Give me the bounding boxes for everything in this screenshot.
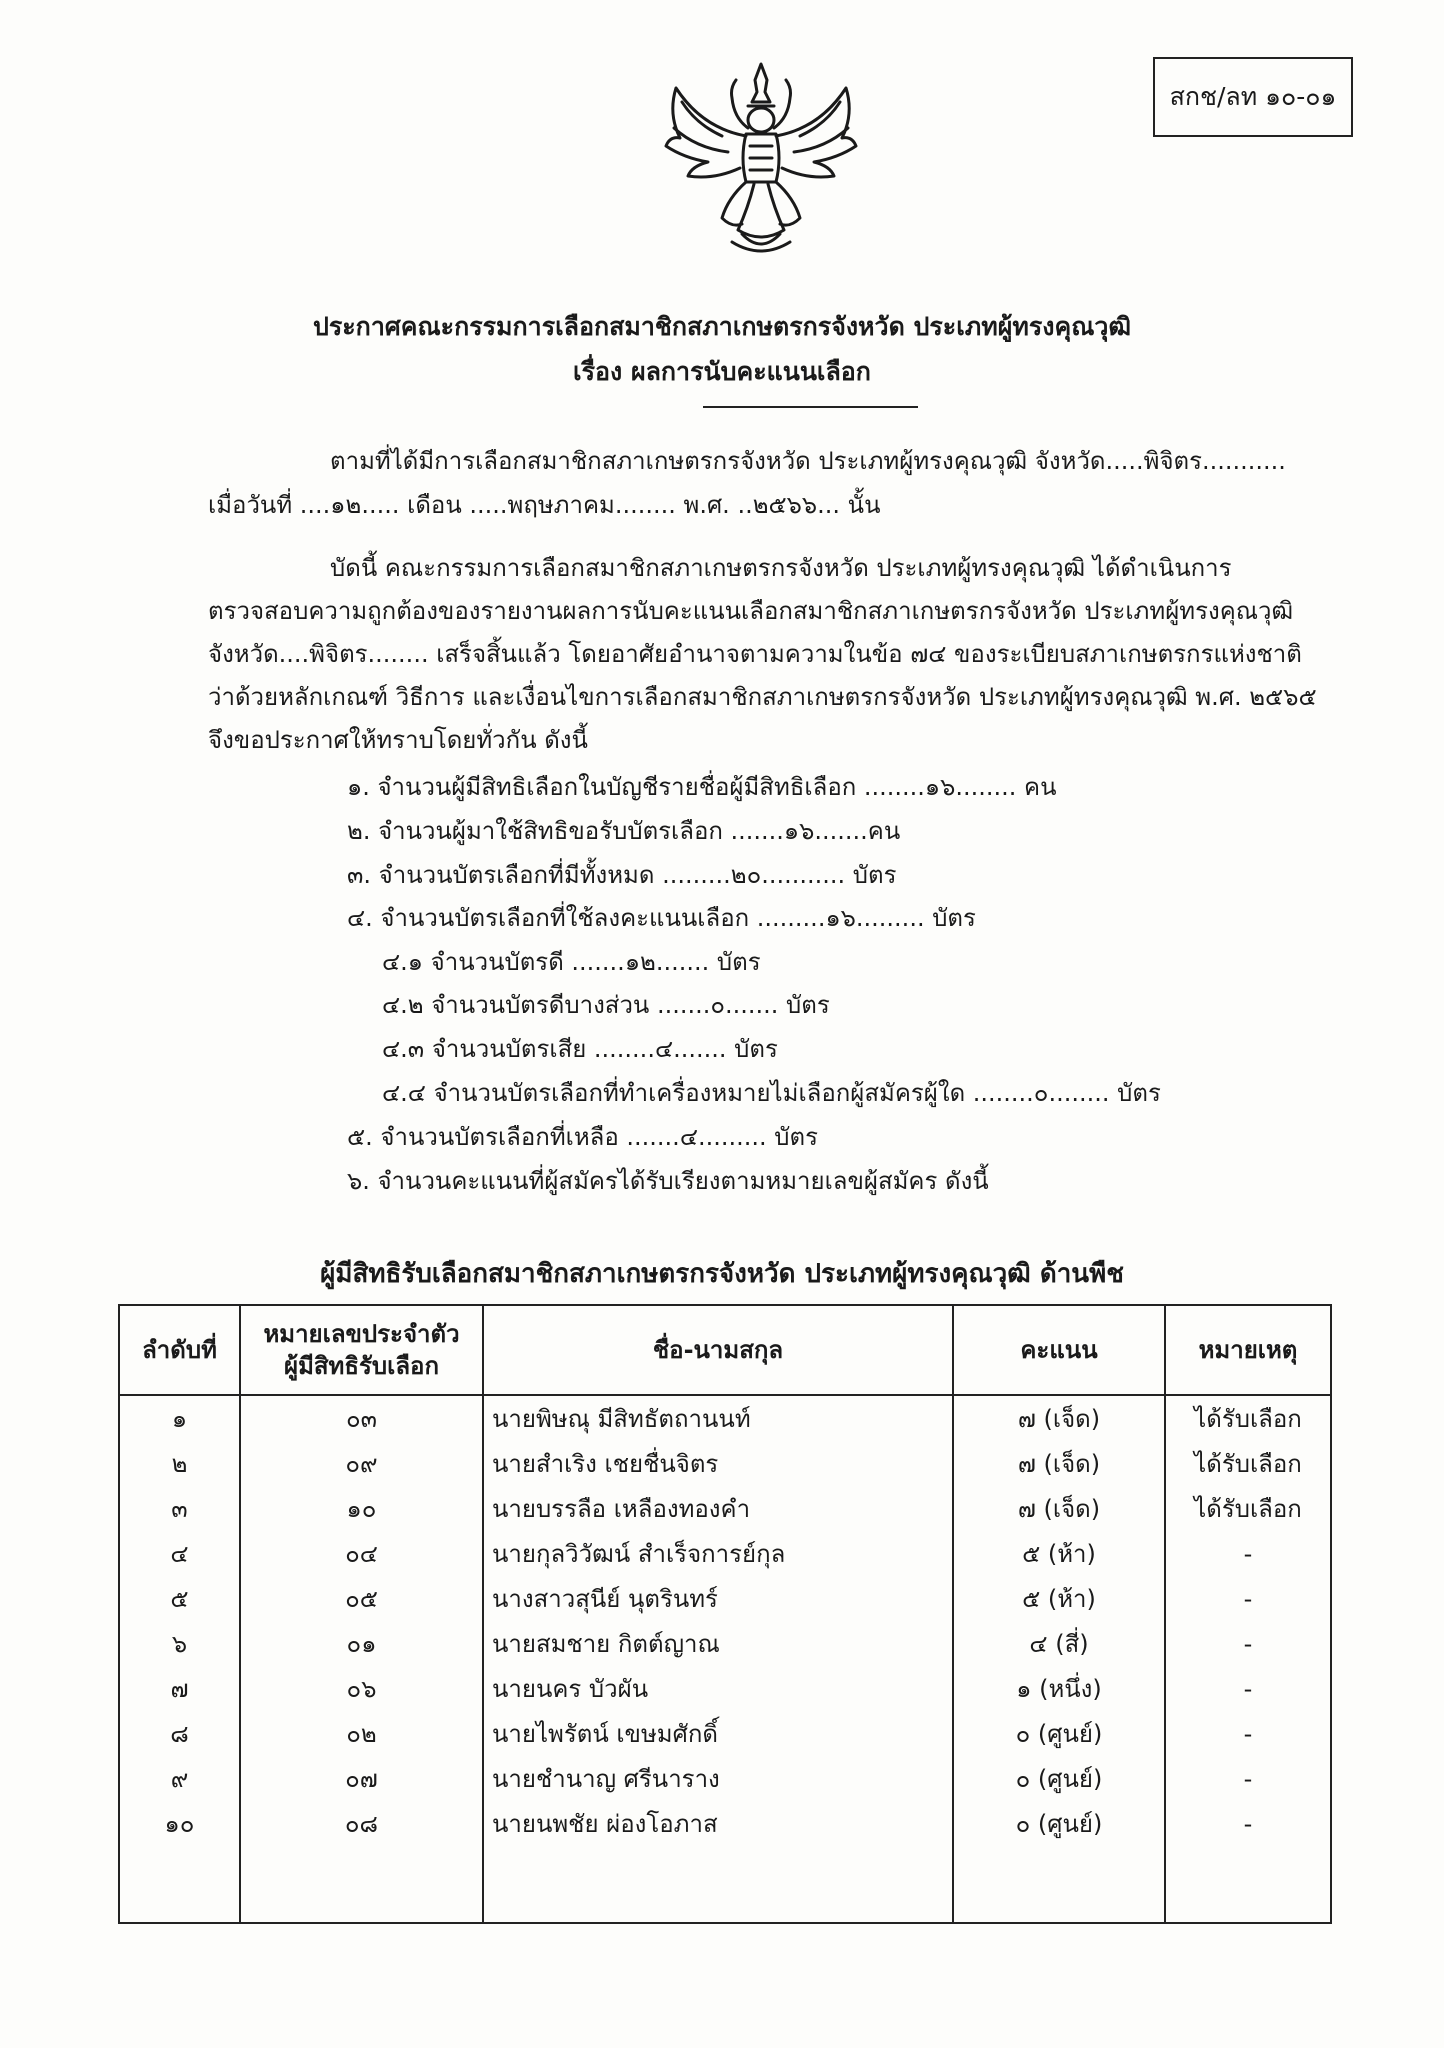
header-name: ชื่อ-นามสกุล xyxy=(483,1305,953,1395)
cell-name: นางสาวสุนีย์ นุตรินทร์ xyxy=(483,1576,953,1621)
cell-number: ๐๕ xyxy=(240,1576,483,1621)
table-row xyxy=(119,1801,1331,1846)
cell-name: นายกุลวิวัฒน์ สำเร็จการย์กุล xyxy=(483,1531,953,1576)
cell-name: นายสมชาย กิตต์ญาณ xyxy=(483,1621,953,1666)
table-row xyxy=(119,1395,1331,1441)
cell-name: นายบรรลือ เหลืองทองคำ xyxy=(483,1486,953,1531)
paragraph-2-line-1: บัดนี้ คณะกรรมการเลือกสมาชิกสภาเกษตรกรจังหวัด ประเภทผู้ทรงคุณวุฒิ ได้ดำเนินการ xyxy=(330,554,1232,582)
cell-remark: - xyxy=(1165,1801,1331,1846)
cell-remark: - xyxy=(1165,1711,1331,1756)
list-subitem: ๔.๔ จำนวนบัตรเลือกที่ทำเครื่องหมายไม่เลือกผู้สมัครผู้ใด ........๐........ บัตร xyxy=(382,1079,1161,1107)
table-row xyxy=(119,1576,1331,1621)
cell-order: ๓ xyxy=(119,1486,240,1531)
cell-order: ๒ xyxy=(119,1441,240,1486)
results-table-wrapper xyxy=(118,1304,1332,1924)
header-candidate-number xyxy=(240,1305,483,1395)
cell-number: ๐๔ xyxy=(240,1531,483,1576)
cell-order: ๔ xyxy=(119,1531,240,1576)
cell-remark: ได้รับเลือก xyxy=(1165,1441,1331,1486)
garuda-emblem-icon xyxy=(662,58,860,260)
cell-number: ๐๓ xyxy=(240,1395,483,1441)
header-order: ลำดับที่ xyxy=(119,1305,240,1395)
cell-score: ๕ (ห้า) xyxy=(953,1576,1165,1621)
paragraph-1-line-2: เมื่อวันที่ ....๑๒..... เดือน .....พฤษภาคม........ พ.ศ. ..๒๕๖๖... นั้น xyxy=(208,491,881,519)
cell-remark: - xyxy=(1165,1756,1331,1801)
list-item: ๒. จำนวนผู้มาใช้สิทธิขอรับบัตรเลือก .......๑๖.......คน xyxy=(347,817,901,845)
cell-name: นายนพชัย ผ่องโอภาส xyxy=(483,1801,953,1846)
list-item: ๑. จำนวนผู้มีสิทธิเลือกในบัญชีรายชื่อผู้มีสิทธิเลือก ........๑๖........ คน xyxy=(347,773,1057,801)
document-code: สกช/ลท ๑๐-๐๑ xyxy=(1169,82,1337,111)
cell-name: นายชำนาญ ศรีนาราง xyxy=(483,1756,953,1801)
list-subitem: ๔.๓ จำนวนบัตรเสีย ........๔....... บัตร xyxy=(382,1035,778,1063)
cell-remark: - xyxy=(1165,1531,1331,1576)
cell-remark: ได้รับเลือก xyxy=(1165,1486,1331,1531)
header-score: คะแนน xyxy=(953,1305,1165,1395)
table-row xyxy=(119,1531,1331,1576)
cell-order: ๕ xyxy=(119,1576,240,1621)
header-number-line-2: ผู้มีสิทธิรับเลือก xyxy=(284,1352,439,1380)
cell-name: นายนคร บัวผัน xyxy=(483,1666,953,1711)
cell-name: นายไพรัตน์ เขษมศักดิ์ xyxy=(483,1711,953,1756)
cell-score: ๗ (เจ็ด) xyxy=(953,1441,1165,1486)
header-remark: หมายเหตุ xyxy=(1165,1305,1331,1395)
paragraph-2-line-4: ว่าด้วยหลักเกณฑ์ วิธีการ และเงื่อนไขการเลือกสมาชิกสภาเกษตรกรจังหวัด ประเภทผู้ทรงคุณวุฒิ พ.ศ. ๒๕๖๕ xyxy=(208,683,1317,711)
cell-remark: - xyxy=(1165,1621,1331,1666)
table-row xyxy=(119,1756,1331,1801)
cell-order: ๑ xyxy=(119,1395,240,1441)
cell-number: ๐๗ xyxy=(240,1756,483,1801)
list-item: ๔. จำนวนบัตรเลือกที่ใช้ลงคะแนนเลือก .........๑๖......... บัตร xyxy=(347,904,976,932)
cell-remark: ได้รับเลือก xyxy=(1165,1395,1331,1441)
cell-remark: - xyxy=(1165,1666,1331,1711)
announcement-subject: เรื่อง ผลการนับคะแนนเลือก xyxy=(573,357,871,386)
cell-order: ๙ xyxy=(119,1756,240,1801)
cell-score: ๐ (ศูนย์) xyxy=(953,1711,1165,1756)
cell-score: ๗ (เจ็ด) xyxy=(953,1486,1165,1531)
document-code-box xyxy=(1153,57,1353,137)
heading-divider xyxy=(703,406,918,408)
empty-cell xyxy=(483,1846,953,1923)
table-row xyxy=(119,1621,1331,1666)
cell-order: ๖ xyxy=(119,1621,240,1666)
empty-cell xyxy=(1165,1846,1331,1923)
list-item: ๓. จำนวนบัตรเลือกที่มีทั้งหมด .........๒๐........... บัตร xyxy=(347,861,897,889)
paragraph-2-line-2: ตรวจสอบความถูกต้องของรายงานผลการนับคะแนนเลือกสมาชิกสภาเกษตรกรจังหวัด ประเภทผู้ทรงคุณวุฒิ xyxy=(208,597,1294,625)
announcement-title: ประกาศคณะกรรมการเลือกสมาชิกสภาเกษตรกรจังหวัด ประเภทผู้ทรงคุณวุฒิ xyxy=(312,312,1132,341)
cell-score: ๕ (ห้า) xyxy=(953,1531,1165,1576)
table-caption: ผู้มีสิทธิรับเลือกสมาชิกสภาเกษตรกรจังหวัด ประเภทผู้ทรงคุณวุฒิ ด้านพืช xyxy=(320,1259,1124,1289)
empty-cell xyxy=(240,1846,483,1923)
paragraph-2-line-5: จึงขอประกาศให้ทราบโดยทั่วกัน ดังนี้ xyxy=(208,726,588,754)
cell-name: นายพิษณุ มีสิทธัตถานนท์ xyxy=(483,1395,953,1441)
empty-cell xyxy=(953,1846,1165,1923)
table-row xyxy=(119,1711,1331,1756)
list-item: ๕. จำนวนบัตรเลือกที่เหลือ .......๔......... บัตร xyxy=(347,1123,818,1151)
cell-number: ๐๘ xyxy=(240,1801,483,1846)
empty-cell xyxy=(119,1846,240,1923)
paragraph-2-line-3: จังหวัด....พิจิตร........ เสร็จสิ้นแล้ว โดยอาศัยอำนาจตามความในข้อ ๗๔ ของระเบียบสภาเกษตรกรแห่งชาติ xyxy=(208,640,1302,668)
header-number-line-1: หมายเลขประจำตัว xyxy=(263,1320,460,1348)
cell-order: ๑๐ xyxy=(119,1801,240,1846)
paragraph-1-line-1: ตามที่ได้มีการเลือกสมาชิกสภาเกษตรกรจังหวัด ประเภทผู้ทรงคุณวุฒิ จังหวัด.....พิจิตร........... xyxy=(330,447,1286,475)
table-empty-row xyxy=(119,1846,1331,1923)
cell-remark: - xyxy=(1165,1576,1331,1621)
table-row xyxy=(119,1441,1331,1486)
cell-score: ๔ (สี่) xyxy=(953,1621,1165,1666)
cell-score: ๑ (หนึ่ง) xyxy=(953,1666,1165,1711)
cell-score: ๐ (ศูนย์) xyxy=(953,1756,1165,1801)
cell-order: ๗ xyxy=(119,1666,240,1711)
table-row xyxy=(119,1666,1331,1711)
list-subitem: ๔.๒ จำนวนบัตรดีบางส่วน .......๐....... บัตร xyxy=(382,991,830,1019)
table-header-row xyxy=(119,1305,1331,1395)
cell-number: ๐๖ xyxy=(240,1666,483,1711)
cell-number: ๐๑ xyxy=(240,1621,483,1666)
list-subitem: ๔.๑ จำนวนบัตรดี .......๑๒....... บัตร xyxy=(382,948,761,976)
table-row xyxy=(119,1486,1331,1531)
results-table xyxy=(118,1304,1332,1924)
cell-number: ๐๙ xyxy=(240,1441,483,1486)
cell-number: ๑๐ xyxy=(240,1486,483,1531)
cell-score: ๐ (ศูนย์) xyxy=(953,1801,1165,1846)
cell-order: ๘ xyxy=(119,1711,240,1756)
cell-number: ๐๒ xyxy=(240,1711,483,1756)
list-item: ๖. จำนวนคะแนนที่ผู้สมัครได้รับเรียงตามหมายเลขผู้สมัคร ดังนี้ xyxy=(347,1167,989,1195)
cell-name: นายสำเริง เชยชื่นจิตร xyxy=(483,1441,953,1486)
cell-score: ๗ (เจ็ด) xyxy=(953,1395,1165,1441)
